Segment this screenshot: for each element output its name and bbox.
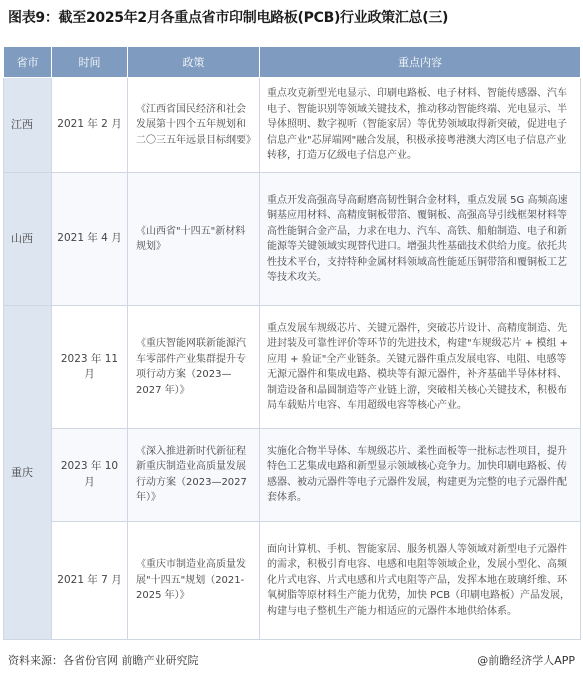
content-cell: 面向计算机、手机、智能家居、服务机器人等领域对新型电子元器件的需求，积极引育电容、电感和电阻等领域企业，发展小型化、高频化片式电容、片式电感和片式电阻等产品，发挥本地在玻璃纤维、环氧树脂等原材料生产能力优势，加快 PCB（印刷电路板）产品发展，构建与电子整机生产能力相适应的元器件本地供给体系。 [260, 521, 581, 639]
content-cell: 重点开发高强高导高耐磨高韧性铜合金材料，重点发展 5G 高频高速铜基应用材料、高精度铜板带箔、覆铜板、高强高导引线框架材料等高性能铜合金产品，力求在电力、汽车、高铁、船舶制造、电子和新能源等关键领域实现替代进口。增强共性基础技术供给力度。依托共性技术平台，支持特种金属材料领域高性能延压铜带箔和覆铜板工艺等技术攻关。 [260, 172, 581, 306]
time-cell: 2021 年 4 月 [52, 172, 128, 306]
header-province: 省市 [4, 47, 52, 78]
table-row [4, 172, 581, 306]
policy-table [3, 46, 581, 640]
time-cell: 2023 年 10 月 [52, 428, 128, 521]
policy-cell: 《山西省"十四五"新材料规划》 [128, 172, 260, 306]
policy-cell: 《江西省国民经济和社会发展第十四个五年规划和二〇三五年远景目标纲要》 [128, 78, 260, 173]
time-cell: 2023 年 11 月 [52, 306, 128, 428]
header-policy: 政策 [128, 47, 260, 78]
brand-credit [477, 652, 575, 668]
page-title: 图表9：截至2025年2月各重点省市印制电路板(PCB)行业政策汇总(三) [8, 10, 449, 26]
policy-cell: 《重庆智能网联新能源汽车零部件产业集群提升专项行动方案（2023—2027 年）》 [128, 306, 260, 428]
content-cell: 实施化合物半导体、车规级芯片、柔性面板等一批标志性项目，提升特色工艺集成电路和新型显示领域核心竞争力。加快印刷电路板、传感器、被动元器件等电子元器件发展，构建更为完整的电子元器件配套体系。 [260, 428, 581, 521]
policy-cell: 《深入推进新时代新征程新重庆制造业高质量发展行动方案（2023—2027年）》 [128, 428, 260, 521]
header-time: 时间 [52, 47, 128, 78]
table-row [4, 78, 581, 173]
table-row [4, 306, 581, 428]
brand-text: @前瞻经济学人APP [477, 654, 575, 667]
province-cell: 山西 [4, 172, 52, 306]
table-row [4, 521, 581, 639]
header-content: 重点内容 [260, 47, 581, 78]
source-note: 资料来源：各省份官网 前瞻产业研究院 [8, 654, 199, 667]
time-cell: 2021 年 2 月 [52, 78, 128, 173]
table-row [4, 428, 581, 521]
content-cell: 重点发展车规级芯片、关键元器件，突破芯片设计、高精度制造、先进封装及可靠性评价等环节的先进技术，构建"车规级芯片 + 模组 + 应用 + 验证"全产业链条。关键元器件重点发展电容、电阻、电感等无源元器件和集成电路、模块等有源元器件，补齐基础半导体材料、制造设备和晶圆制造等产业链上游，突破相关核心关键技术，积极布局车载贴片电容、车用超级电容等核心产业。 [260, 306, 581, 428]
province-cell: 重庆 [4, 306, 52, 640]
time-cell: 2021 年 7 月 [52, 521, 128, 639]
province-cell: 江西 [4, 78, 52, 173]
policy-cell: 《重庆市制造业高质量发展"十四五"规划（2021-2025 年）》 [128, 521, 260, 639]
content-cell: 重点攻克新型光电显示、印刷电路板、电子材料、智能传感器、汽车电子、智能识别等领域关键技术，推动移动智能终端、光电显示、半导体照明、数字视听（智能家居）等优势领域取得新突破，促进电子信息产业"芯屏端网"融合发展，积极承接粤港澳大湾区电子信息产业转移，打造万亿级电子信息产业。 [260, 78, 581, 173]
table-header-row [4, 47, 581, 78]
policy-table-container [3, 46, 580, 640]
